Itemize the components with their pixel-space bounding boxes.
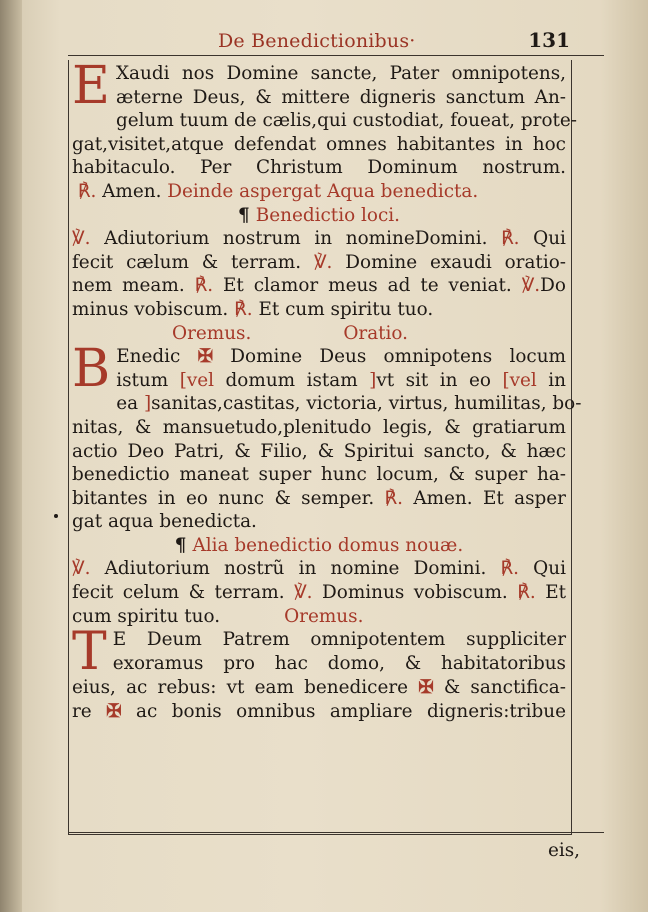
paragraph-exaudi: [72, 56, 578, 204]
header-rule: [68, 55, 604, 56]
text-line: æterne Deus, & mittere digneris sanctum An-: [115, 86, 566, 108]
rubric: Deinde aspergat Aqua benedicta.: [167, 180, 479, 202]
paragraph-te-deum: [72, 622, 566, 723]
text-line: nitas, & mansuetudo,plenitudo legis, & gratiarum: [72, 416, 566, 438]
response-mark: ℟.: [77, 180, 97, 202]
running-title: De Benedictionibus·: [218, 30, 416, 52]
text-run: istum: [116, 369, 169, 391]
versicle-mark: ℣.: [294, 582, 313, 604]
response-mark: ℟.: [501, 228, 520, 250]
rubric-oremus: Oremus.: [172, 322, 252, 344]
text-run: Domine exaudi oratio-: [345, 251, 566, 273]
text-run: Dominus vobiscum.: [322, 582, 508, 604]
heading-oremus-oratio: [72, 322, 566, 346]
text-line: exoramus pro hac domo, & habitatoribus: [112, 652, 566, 674]
page-header: [68, 28, 570, 56]
text-line: benedictio maneat super hunc locum, & super ha-: [72, 464, 566, 486]
text-run: Adiutorium nostrum in nomineDomini.: [104, 228, 488, 250]
response-mark: ℟.: [500, 558, 519, 580]
paragraph-versicles-2: [72, 557, 566, 628]
text-run: eius, ac rebus: vt eam benedicere: [72, 677, 409, 699]
response-mark: ℟.: [194, 275, 214, 297]
text-run: Do: [540, 275, 566, 297]
text-run: & sanctifica-: [443, 677, 566, 699]
text-run: minus vobiscum.: [72, 298, 229, 320]
text-block: [72, 56, 582, 723]
text-line: [72, 487, 566, 511]
rubric: ]: [369, 369, 377, 391]
margin-dot: [54, 514, 58, 518]
text-line: [72, 180, 566, 204]
text-line: [72, 676, 566, 700]
heading-alia-benedictio: [72, 534, 566, 558]
text-line: [72, 369, 566, 393]
text-line: Xaudi nos Domine sancte, Pater omnipotens,: [115, 63, 566, 84]
text-line: [72, 345, 566, 369]
versicle-mark: ℣.: [72, 228, 91, 250]
text-line: [72, 557, 566, 581]
response-mark: ℟.: [234, 298, 253, 320]
text-run: re: [72, 700, 92, 722]
text-run: Et cum spiritu tuo.: [258, 298, 434, 320]
text-run: Qui: [533, 228, 566, 250]
catchword-rule: [68, 832, 604, 833]
text-line: E Deum Patrem omnipotentem suppliciter: [112, 629, 566, 651]
folio-number: 131: [528, 28, 570, 52]
text-run: Domine Deus omnipotens locum: [230, 346, 566, 368]
text-run: Amen. Et asper: [413, 487, 566, 509]
text-line: habitaculo. Per Christum Dominum nostrum.: [72, 157, 566, 179]
rubric: Alia benedictio domus nouæ.: [192, 534, 464, 556]
text-run: sanitas,castitas, victoria, virtus, humilitas, bo-: [151, 393, 582, 415]
versicle-mark: ℣.: [521, 275, 541, 297]
text-run: ea: [116, 393, 139, 415]
versicle-mark: ℣.: [313, 251, 333, 273]
text-run: Enedic: [116, 346, 181, 368]
versicle-mark: ℣.: [72, 558, 91, 580]
text-run: Et: [545, 582, 567, 604]
rubric: Benedictio loci.: [255, 204, 400, 226]
heading-benedictio-loci: [72, 204, 566, 228]
text-run: bitantes in eo nunc & semper.: [72, 487, 375, 509]
text-line: [72, 274, 566, 298]
text-line: [72, 605, 566, 629]
text-run: Et clamor meus ad te veniat.: [223, 275, 512, 297]
catchword: eis,: [547, 840, 580, 861]
text-line: [72, 581, 566, 605]
rubric-oremus: Oremus.: [284, 605, 364, 627]
text-line: [72, 227, 566, 251]
rubric: ]: [143, 393, 152, 415]
pilcrow-icon: ¶: [174, 534, 187, 556]
pilcrow-icon: ¶: [238, 204, 250, 226]
paragraph-versicles: [72, 227, 566, 321]
text-run: vt sit in eo: [376, 369, 491, 391]
text-run: domum istam: [225, 369, 358, 391]
response-mark: ℟.: [384, 487, 403, 509]
rubric: [vel: [179, 369, 215, 391]
text-run: Qui: [533, 558, 566, 580]
text-line: gat aqua benedicta.: [72, 511, 257, 533]
text-run: Amen.: [96, 180, 168, 202]
dropcap-b: B: [72, 339, 111, 400]
text-run: cum spiritu tuo.: [72, 605, 221, 627]
text-line: [72, 392, 582, 416]
text-run: Adiutorium nostrũ in nomine Domini.: [104, 558, 487, 580]
text-run: in: [548, 369, 566, 391]
text-line: [72, 298, 566, 322]
text-run: ac bonis omnibus ampliare digneris:tribue: [136, 700, 566, 722]
rubric-oratio: Oratio.: [343, 322, 409, 344]
dropcap-e: E: [72, 56, 110, 116]
binding-gutter: [0, 0, 22, 912]
text-line: gelum tuum de cælis,qui custodiat, foueat, prote-: [115, 110, 578, 132]
cross-icon: ✠: [418, 677, 434, 699]
dropcap-t: T: [72, 622, 107, 683]
text-run: fecit cælum & terram.: [72, 251, 302, 273]
cross-icon: ✠: [106, 700, 122, 722]
cross-icon: ✠: [197, 346, 214, 368]
text-line: gat,visitet,atque defendat omnes habitantes in hoc: [72, 133, 566, 155]
text-line: [72, 700, 566, 724]
text-run: fecit celum & terram.: [72, 582, 285, 604]
text-run: nem meam.: [72, 275, 185, 297]
text-line: [72, 251, 566, 275]
response-mark: ℟.: [517, 582, 536, 604]
rubric: [vel: [502, 369, 537, 391]
paragraph-benedic: [72, 339, 582, 534]
text-line: actio Deo Patri, & Filio, & Spiritui sancto, & hæc: [72, 440, 566, 462]
